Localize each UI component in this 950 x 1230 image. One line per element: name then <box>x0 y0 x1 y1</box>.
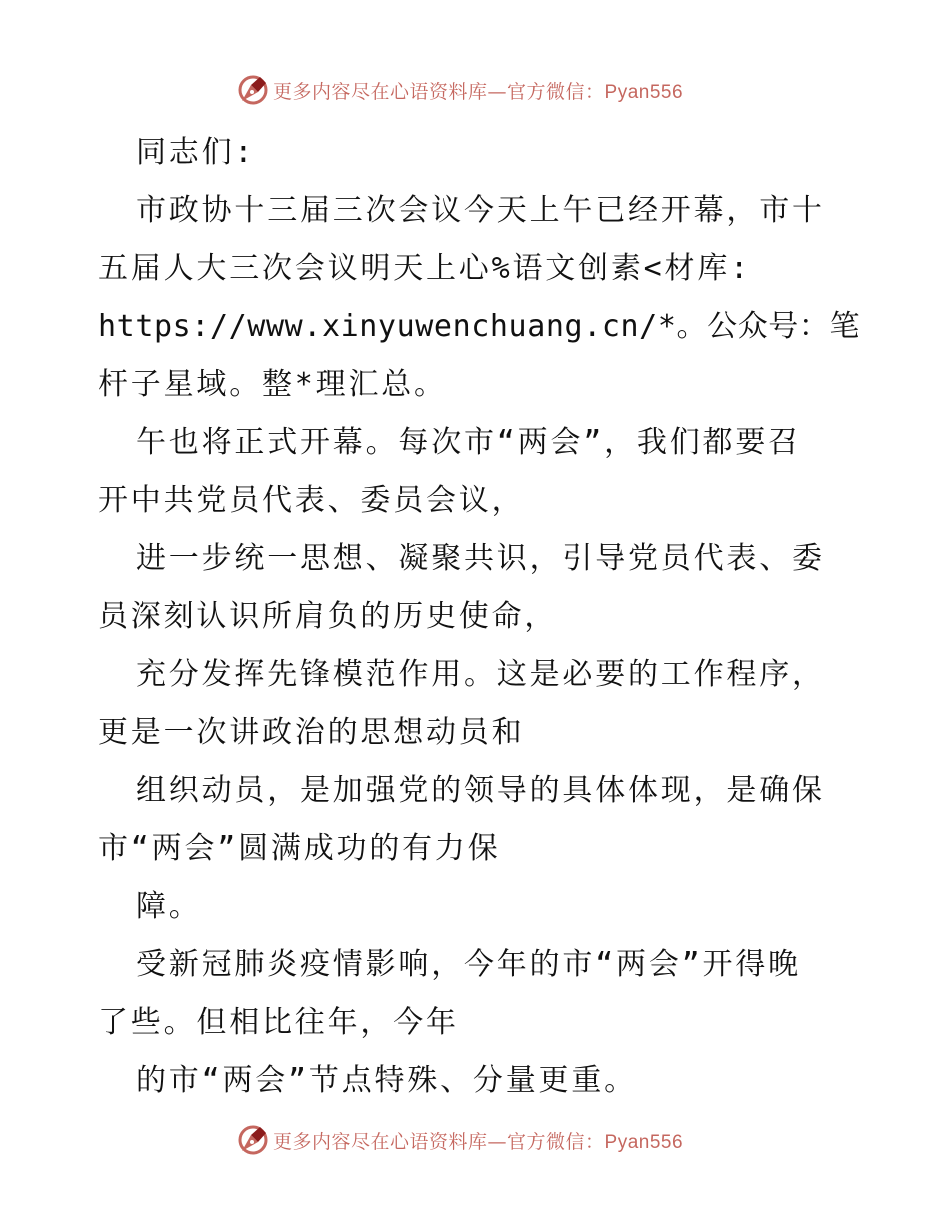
text-line: 组织动员，是加强党的领导的具体体现，是确保 <box>136 773 825 808</box>
ad-text: 更多内容尽在心语资料库—官方微信：Pyan556 <box>273 80 684 103</box>
text-line: 同志们: <box>136 135 256 170</box>
text-line: 市政协十三届三次会议今天上午已经开幕，市十 <box>136 193 825 228</box>
wechat-id: Pyan556 <box>604 81 684 103</box>
text-line: https://www.xinyuwenchuang.cn/*。公众号：笔 <box>98 309 861 344</box>
text-line: 五届人大三次会议明天上心%语文创素<材库: <box>98 251 751 286</box>
text-line: 午也将正式开幕。每次市“两会”，我们都要召 <box>136 425 801 460</box>
text-line: 充分发挥先锋模范作用。这是必要的工作程序， <box>136 657 825 692</box>
text-line: 受新冠肺炎疫情影响，今年的市“两会”开得晚 <box>136 947 801 982</box>
header-ad-banner <box>236 72 683 108</box>
pen-nib-logo-icon <box>236 1123 270 1157</box>
text-line: 开中共党员代表、委员会议， <box>98 483 525 518</box>
text-line: 更是一次讲政治的思想动员和 <box>98 715 525 750</box>
text-line: 进一步统一思想、凝聚共识，引导党员代表、委 <box>136 541 825 576</box>
text-line: 了些。但相比往年，今年 <box>98 1005 459 1040</box>
ad-text: 更多内容尽在心语资料库—官方微信：Pyan556 <box>273 1130 684 1153</box>
text-line: 的市“两会”节点特殊、分量更重。 <box>136 1063 637 1098</box>
document-body <box>98 124 861 1110</box>
text-line: 杆子星域。整*理汇总。 <box>98 367 447 402</box>
text-line: 障。 <box>136 889 202 924</box>
pen-nib-logo-icon <box>236 73 270 107</box>
footer-ad-banner <box>236 1122 683 1158</box>
text-line: 市“两会”圆满成功的有力保 <box>98 831 501 866</box>
wechat-id: Pyan556 <box>604 1131 684 1153</box>
text-line: 员深刻认识所肩负的历史使命， <box>98 599 558 634</box>
